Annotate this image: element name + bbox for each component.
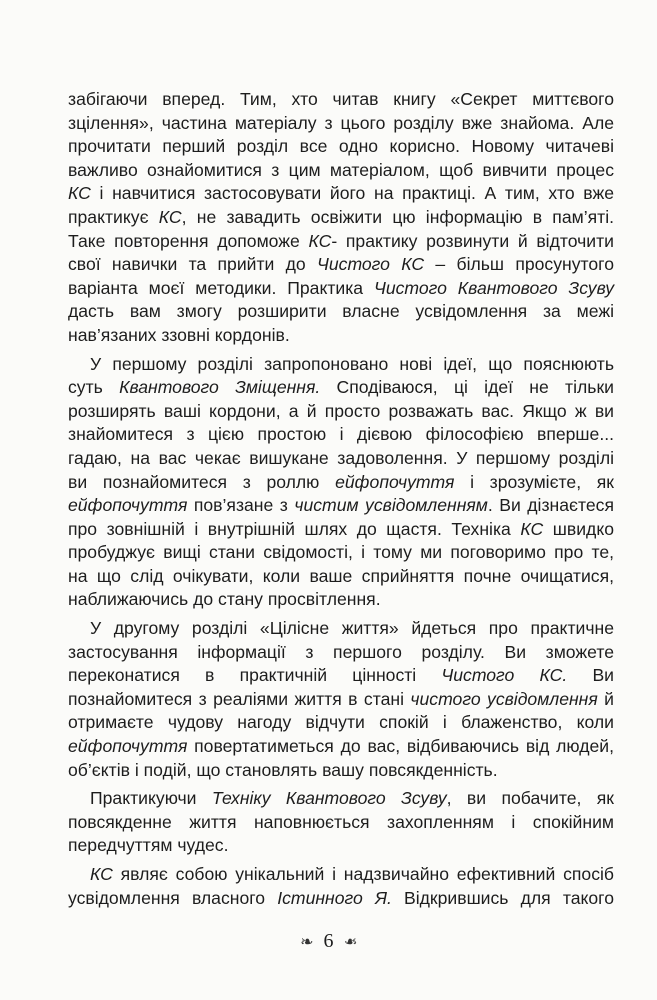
text-segment: Практикуючи (90, 788, 212, 809)
text-segment: суть (68, 377, 120, 398)
text-line (68, 112, 614, 136)
text-segment: познайомитеся з реаліями життя в стані (68, 688, 411, 709)
text-line (68, 88, 614, 112)
text-segment: Сподіваюся, ці ідеї не тільки (320, 377, 614, 398)
text-segment: застосування інформації з першого розділу. Ви зможете (68, 641, 614, 662)
text-line (68, 253, 614, 277)
text-line (68, 711, 614, 735)
text-segment: , ви побачите, як (446, 788, 614, 809)
italic-term: КС (158, 206, 182, 227)
text-segment: зцілення», частина матеріалу з цього розділу вже знайома. Але (68, 112, 614, 133)
text-line (68, 735, 614, 759)
text-segment: прочитати перший розділ все одно корисно. Новому читачеві (68, 136, 614, 157)
text-segment: забігаючи вперед. Тим, хто читав книгу «Секрет миттєвого (68, 89, 614, 109)
text-line (68, 688, 614, 712)
italic-term: ейфопочуття (335, 471, 455, 492)
text-line (68, 617, 614, 641)
italic-term: ейфопочуття (68, 495, 188, 516)
text-line (68, 400, 614, 424)
text-line (68, 324, 614, 348)
paragraph (68, 863, 614, 910)
text-segment: У другому розділі «Цілісне життя» йдеться про практичне (90, 618, 614, 639)
right-ornament-icon: ❧ (343, 934, 357, 951)
text-line (68, 863, 614, 887)
text-segment: ви познайомитеся з роллю (68, 471, 336, 492)
italic-term: Чистого Квантового Зсуву (373, 277, 614, 298)
text-segment: У першому розділі запропоновано нові ідеї, що пояснюють (90, 353, 614, 374)
page-footer (0, 930, 657, 953)
text-line (68, 518, 614, 542)
text-segment: наближаючись до стану просвітлення. (68, 589, 381, 610)
text-segment: Таке повторення допоможе (68, 230, 309, 251)
italic-term: КС (90, 864, 113, 884)
text-segment: переконатися в практичній цінності (68, 665, 442, 686)
text-line (68, 759, 614, 783)
page-body (68, 88, 614, 915)
text-segment: усвідомлення власного (68, 887, 278, 908)
text-segment: Відкрившись для такого (391, 887, 614, 908)
text-segment: про зовнішній і внутрішній шлях до щастя. Техніка (68, 518, 521, 539)
text-segment: пробуджує вищі стани свідомості, і тому ми поговоримо про те, (68, 542, 614, 563)
text-segment: практикує (68, 206, 159, 227)
text-segment: являє собою унікальний і надзвичайно ефективний спосіб (112, 864, 614, 884)
text-line (68, 182, 614, 206)
text-segment: передчуттям чудес. (68, 835, 229, 856)
text-segment: , не завадить освіжити цю інформацію в пам’яті. (181, 206, 615, 227)
text-line (68, 541, 614, 565)
text-segment: свої навички та прийти до (68, 254, 318, 275)
text-segment: розширять ваші кордони, а й просто розважать вас. Якщо ж ви (68, 400, 614, 421)
text-segment: - практику розвинути й відточити (331, 230, 614, 251)
text-line (68, 588, 614, 612)
text-line (68, 565, 614, 589)
paragraph (68, 88, 614, 348)
text-line (68, 277, 614, 301)
text-segment: гадаю, на вас чекає вишукане задоволення. У першому розділі (68, 447, 614, 468)
italic-term: Квантового Зміщення. (119, 377, 321, 398)
paragraph (68, 353, 614, 613)
italic-term: КС (308, 230, 332, 251)
text-segment: й (597, 688, 614, 709)
italic-term: КС (520, 518, 544, 539)
text-segment: пов’язане з (187, 495, 295, 516)
text-line (68, 787, 614, 811)
text-segment: важливо ознайомитися з цим матеріалом, щоб вивчити процес (68, 159, 614, 180)
text-line (68, 206, 614, 230)
text-line (68, 494, 614, 518)
text-segment: повертатиметься до вас, відбиваючись від людей, (187, 736, 614, 757)
text-segment: на що слід очікувати, коли ваше сприйняття почне очищатися, (68, 565, 614, 586)
text-segment: повсякденне життя наповнюється захопленням і спокійним (68, 811, 614, 832)
italic-term: чистим усвідомленням (294, 495, 488, 516)
text-segment: знайомитеся з цією простою і дієвою філософією вперше... (68, 424, 614, 445)
paragraph (68, 787, 614, 858)
italic-term: Техніку Квантового Зсуву (211, 788, 447, 809)
text-line (68, 471, 614, 495)
text-line (68, 834, 614, 858)
text-segment: варіанта моєї методики. Практика (68, 277, 374, 298)
italic-term: Істинного Я. (277, 887, 392, 908)
text-segment: Ви (567, 665, 615, 686)
text-line (68, 423, 614, 447)
italic-term: ейфопочуття (68, 736, 188, 757)
text-segment: і зрозумієте, як (454, 471, 614, 492)
text-line (68, 887, 614, 911)
text-segment: – більш просунутого (424, 254, 614, 275)
text-line (68, 159, 614, 183)
text-line (68, 353, 614, 377)
text-line (68, 300, 614, 324)
text-segment: дасть вам змогу розширити власне усвідомлення за межі (68, 301, 614, 322)
text-segment: отримаєте чудову нагоду відчути спокій і блаженство, коли (68, 712, 614, 733)
italic-term: чистого усвідомлення (410, 688, 598, 709)
left-ornament-icon: ❧ (300, 934, 314, 951)
paragraph (68, 617, 614, 782)
text-segment: . Ви дізнаєтеся (487, 495, 614, 516)
page-number: 6 (323, 930, 334, 952)
text-line (68, 230, 614, 254)
text-segment: і навчитися застосовувати його на практиці. А тим, хто вже (90, 183, 614, 204)
text-segment: об’єктів і подій, що становлять вашу повсякденність. (68, 759, 498, 780)
text-segment: нав’язаних ззовні кордонів. (68, 324, 290, 345)
text-line (68, 641, 614, 665)
italic-term: КС (68, 183, 91, 204)
text-line (68, 811, 614, 835)
text-segment: швидко (543, 518, 614, 539)
text-line (68, 664, 614, 688)
text-line (68, 135, 614, 159)
text-line (68, 447, 614, 471)
italic-term: Чистого КС. (441, 665, 568, 686)
text-line (68, 376, 614, 400)
italic-term: Чистого КС (317, 254, 425, 275)
